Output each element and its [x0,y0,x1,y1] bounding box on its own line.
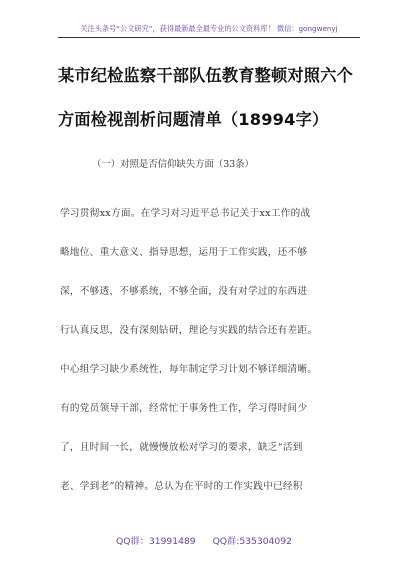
header-banner: 关注头条号“公文研究”，获得最新最全最专业的公文资料库！ 微信：gongwenyj [80,24,338,33]
body-line: 行认真反思，没有深刻钻研，理论与实践的结合还有差距。 [60,325,318,336]
body-line: 老、学到老”的精神。总认为在平时的工作实践中已经积 [60,481,303,492]
body-line: 中心组学习缺少系统性，每年制定学习计划不够详细清晰。 [60,364,318,375]
section-heading: （一）对照是否信仰缺失方面（33条） [92,159,254,170]
header-divider [58,37,360,38]
document-title-line-2: 方面检视剖析问题清单（18994字） [58,110,329,129]
footer [0,533,408,547]
footer-qq-group-2: QQ群:535304092 [212,536,292,547]
body-line: 略地位、重大意义、指导思想，运用于工作实践，还不够 [60,247,308,258]
document-title-line-1: 某市纪检监察干部队伍教育整顿对照六个 [58,66,353,85]
body-line: 有的党员领导干部，经常忙于事务性工作，学习得时间少 [60,403,308,414]
body-line: 学习贯彻xx方面。在学习对习近平总书记关于xx工作的战 [60,208,311,219]
footer-qq-group-1: QQ群：31991489 [116,536,196,547]
body-line: 深，不够透，不够系统，不够全面，没有对学过的东西进 [60,286,308,297]
body-line: 了，且时间一长，就慢慢放松对学习的要求，缺乏“活到 [60,442,303,453]
